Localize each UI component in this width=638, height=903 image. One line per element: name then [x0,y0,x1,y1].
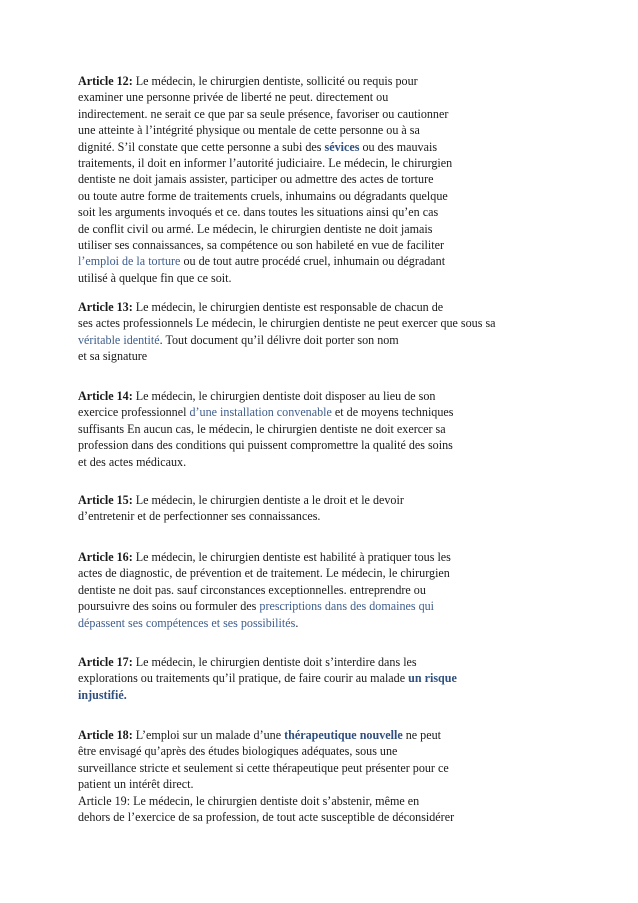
article-14-text-2a: exercice professionnel [78,405,190,420]
article-13-text-1: Le médecin, le chirurgien dentiste est responsable de chacun de [132,300,444,314]
article-12-line-6: traitements, il doit en informer l’autorité judiciaire. Le médecin, le chirurgien [78,156,453,171]
article-16-text-1: Le médecin, le chirurgien dentiste est habilité à pratiquer tous les [132,550,451,564]
article-16-line-3: dentiste ne doit pas. sauf circonstances exceptionnelles. entreprendre ou [78,582,426,597]
article-17-line-3 [78,687,457,703]
article-12-line-1 [78,73,452,89]
article-17-text-2a: explorations ou traitements qu’il pratique, de faire courir au malade [78,671,409,686]
article-14-title: Article 14: [78,389,133,403]
article-16-title: Article 16: [78,550,133,564]
article-15-line-1 [78,492,404,508]
link-installation-convenable[interactable]: d’une installation convenable [189,405,332,420]
article-14-text-2b: et de moyens techniques [331,405,454,420]
article-12 [78,73,452,286]
article-16-text-4a: poursuivre des soins ou formuler des [78,599,260,614]
article-14-line-1 [78,388,453,404]
article-13-text-3b: . Tout document qu’il délivre doit porter son nom [159,332,399,347]
article-13-line-2: ses actes professionnels Le médecin, le chirurgien dentiste ne peut exercer que sous sa [78,316,496,331]
article-14-line-2 [78,404,453,420]
article-17-title: Article 17: [78,655,133,669]
article-12-line-9: soit les arguments invoqués et ce. dans toutes les situations ainsi qu’en cas [78,205,439,220]
article-15 [78,492,404,525]
article-14-text-1: Le médecin, le chirurgien dentiste doit disposer au lieu de son [132,389,436,403]
article-18-line-3: surveillance stricte et seulement si cette thérapeutique peut présenter pour ce [78,760,449,775]
article-15-title: Article 15: [78,493,133,507]
article-12-title: Article 12: [78,74,133,88]
link-sevices[interactable]: sévices [324,139,360,154]
link-risque[interactable]: un risque [408,671,457,686]
article-18-line-4: patient un intérêt direct. [78,777,194,792]
article-17-text-1: Le médecin, le chirurgien dentiste doit s’interdire dans les [132,655,417,669]
link-injustifie[interactable]: injustifié. [78,687,127,702]
link-therapeutique-nouvelle[interactable]: thérapeutique nouvelle [284,728,403,742]
article-17-line-1 [78,654,457,670]
article-12-text-12b: ou de tout autre procédé cruel, inhumain ou dégradant [180,254,446,269]
article-12-line-7: dentiste ne doit jamais assister, participer ou admettre des actes de torture [78,172,434,187]
article-12-text-1: Le médecin, le chirurgien dentiste, sollicité ou requis pour [132,74,418,88]
article-15-text-1: Le médecin, le chirurgien dentiste a le droit et le devoir [132,493,404,507]
article-14-line-4: profession dans des conditions qui puissent compromettre la qualité des soins [78,438,453,453]
article-13-line-3 [78,332,496,348]
article-16 [78,549,451,631]
article-18-line-2: être envisagé qu’après des études biologiques adéquates, sous une [78,744,398,759]
article-15-line-2: d’entretenir et de perfectionner ses connaissances. [78,509,321,524]
article-16-text-5b: . [295,615,299,630]
article-12-line-2: examiner une personne privée de liberté ne peut. directement ou [78,90,389,105]
article-18-text-1b: ne peut [402,728,441,742]
article-17-line-2 [78,670,457,686]
article-16-line-2: actes de diagnostic, de prévention et de traitement. Le médecin, le chirurgien [78,566,450,581]
article-18-title: Article 18: [78,728,133,742]
article-16-line-4 [78,598,451,614]
article-12-line-11: utiliser ses connaissances, sa compétence ou son habileté en vue de faciliter [78,238,445,253]
article-13-title: Article 13: [78,300,133,314]
link-veritable-identite[interactable]: véritable identité [78,332,160,347]
article-19-line-1: Article 19: Le médecin, le chirurgien dentiste doit s’abstenir, même en [78,793,420,808]
article-12-text-5b: ou des mauvais [359,139,438,154]
article-18 [78,727,454,825]
article-12-line-12 [78,253,452,269]
link-emploi-torture[interactable]: l’emploi de la torture [78,254,181,269]
article-13-line-1 [78,299,496,315]
article-16-line-5 [78,615,451,631]
article-12-line-10: de conflit civil ou armé. Le médecin, le chirurgien dentiste ne doit jamais [78,221,433,236]
link-prescriptions-domaines[interactable]: prescriptions dans des domaines qui [259,599,435,614]
article-14-line-3: suffisants En aucun cas, le médecin, le chirurgien dentiste ne doit exercer sa [78,421,446,436]
article-13-line-4: et sa signature [78,349,148,364]
article-12-text-5a: dignité. S’il constate que cette personne a subi des [78,139,325,154]
article-14 [78,388,453,470]
article-12-line-13: utilisé à quelque fin que ce soit. [78,270,232,285]
article-13 [78,299,496,365]
article-19-line-2: dehors de l’exercice de sa profession, de tout acte susceptible de déconsidérer [78,810,455,825]
article-18-text-1a: L’emploi sur un malade d’une [132,728,285,742]
article-18-line-1 [78,727,454,743]
article-14-line-5: et des actes médicaux. [78,454,187,469]
article-12-line-5 [78,139,452,155]
link-depassent-competences[interactable]: dépassent ses compétences et ses possibilités [78,615,296,630]
article-12-line-8: ou toute autre forme de traitements cruels, inhumains ou dégradants quelque [78,188,448,203]
article-16-line-1 [78,549,451,565]
article-12-line-4: une atteinte à l’intégrité physique ou mentale de cette personne ou à sa [78,123,420,138]
article-12-line-3: indirectement. ne serait ce que par sa seule présence, favoriser ou cautionner [78,106,449,121]
article-17 [78,654,457,703]
